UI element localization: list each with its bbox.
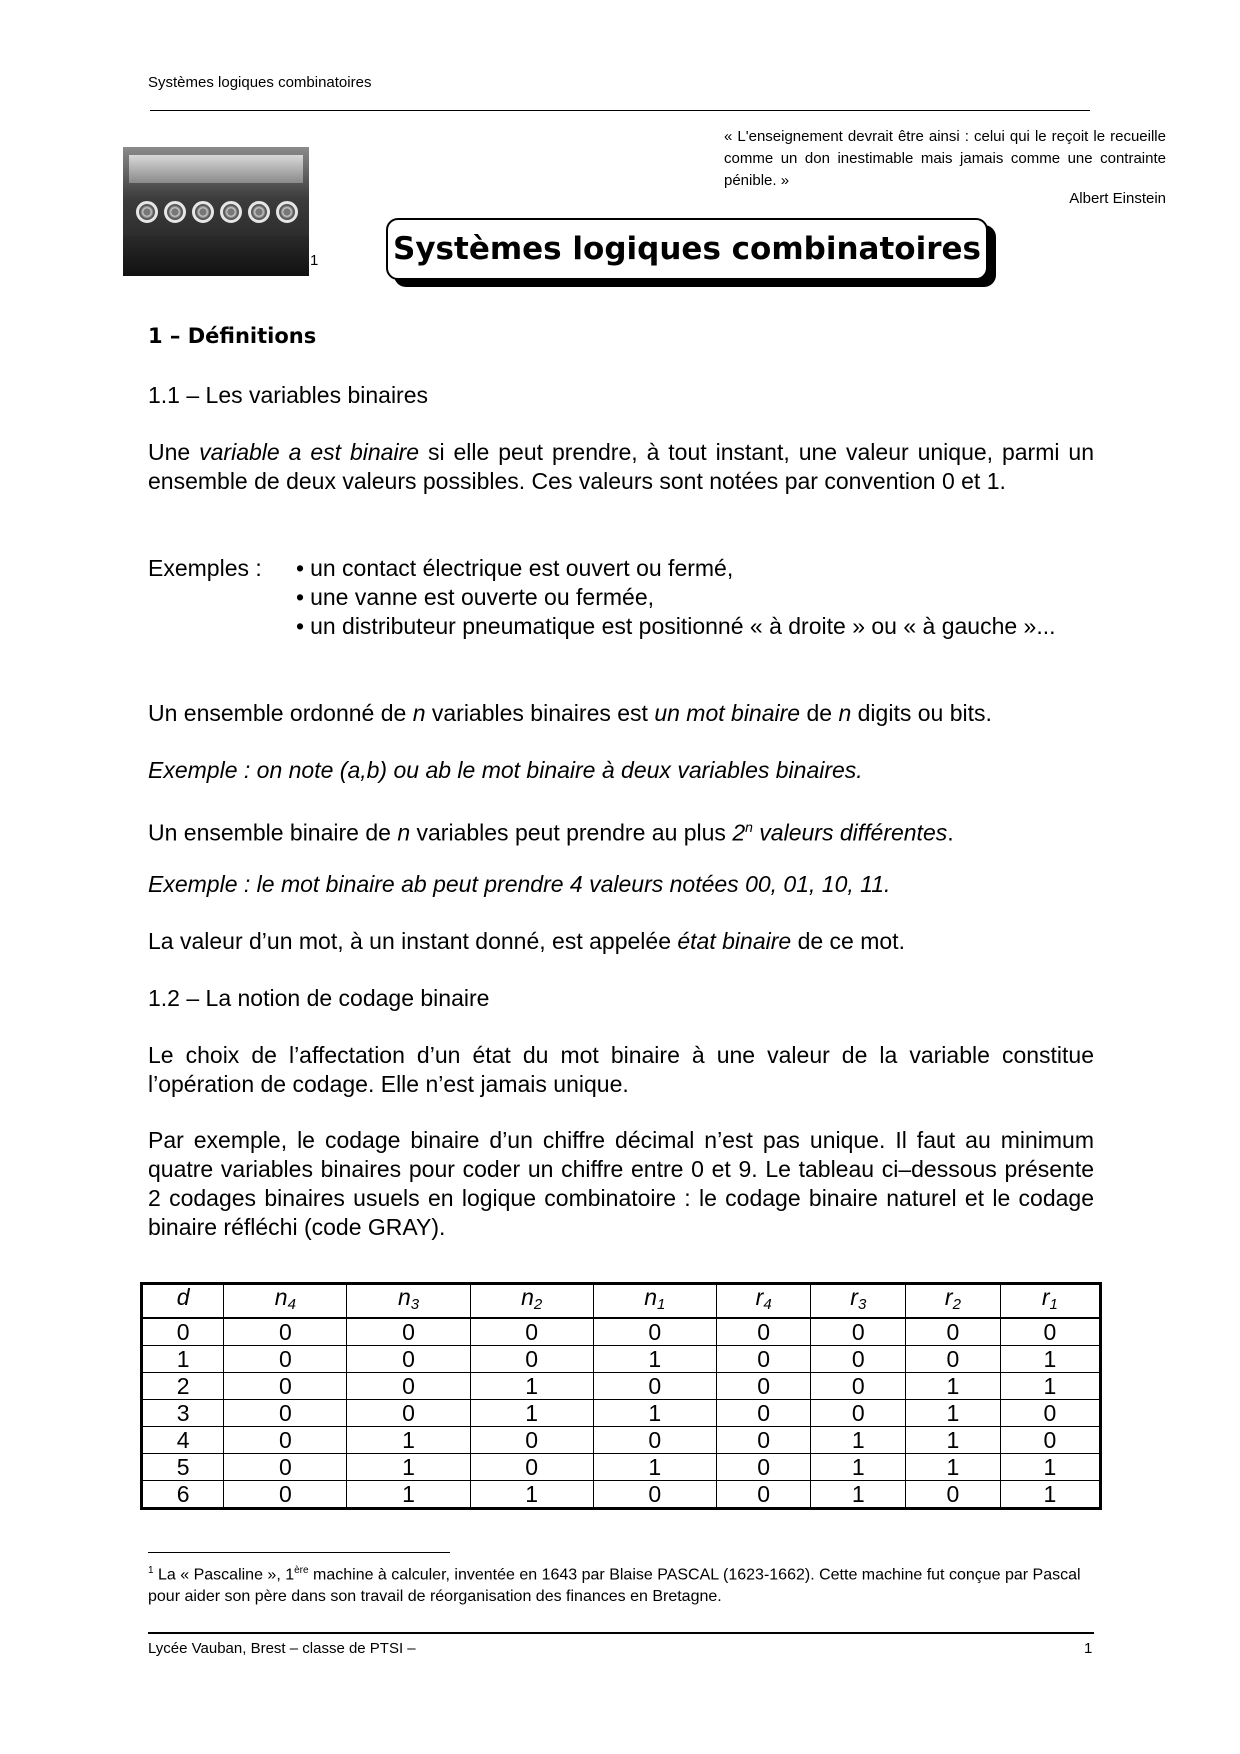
text: variables binaires est — [425, 700, 655, 726]
footnote-number: 1 — [148, 1565, 154, 1576]
table-cell: 1 — [1000, 1481, 1100, 1509]
emphasis: un mot binaire — [654, 700, 801, 726]
table-cell: 0 — [470, 1346, 593, 1373]
table-cell: 0 — [593, 1318, 716, 1346]
paragraph: Par exemple, le codage binaire d’un chiffre décimal n’est pas unique. Il faut au minimum quatre variables binaires pour coder un chiffre entre 0 et 9. Le tableau ci–dessous présente 2 codages binaires usuels en logique combinatoire : le codage binaire naturel et le codage binaire réfléchi (code GRAY). — [148, 1127, 1094, 1240]
footnote — [148, 1560, 1094, 1608]
table-cell: 0 — [906, 1481, 1001, 1509]
table-row — [142, 1427, 1101, 1454]
text: La valeur d’un mot, à un instant donné, est appelée — [148, 928, 678, 954]
table-cell: 1 — [593, 1454, 716, 1481]
header-base: r — [755, 1284, 764, 1310]
footer-rule — [148, 1632, 1094, 1634]
examples-label: Exemples : — [148, 555, 262, 581]
text: si elle peut prendre, à tout instant, une valeur unique, parmi un ensemble de deux valeurs possibles. Ces valeurs sont notées par convention 0 et 1. — [148, 439, 1095, 494]
table-cell: 0 — [347, 1400, 470, 1427]
table-header-row — [142, 1284, 1101, 1319]
table-cell: 1 — [593, 1400, 716, 1427]
header-sub: 1 — [657, 1296, 666, 1313]
table-cell: 1 — [470, 1481, 593, 1509]
table-cell: 0 — [1000, 1427, 1100, 1454]
bullet-icon: • — [296, 555, 305, 581]
header-base: n — [644, 1284, 658, 1310]
paragraph — [148, 438, 1094, 496]
table-cell: 4 — [142, 1427, 224, 1454]
epigraph-quote: « L'enseignement devrait être ainsi : celui qui le reçoit le recueille comme un don inestimable mais jamais comme une contrainte pénible. » — [724, 128, 1166, 189]
exponent: n — [745, 819, 753, 835]
header-sub: 4 — [287, 1296, 296, 1313]
list-item-text: une vanne est ouverte ou fermée, — [310, 584, 655, 610]
table-cell: 1 — [470, 1400, 593, 1427]
table-cell: 0 — [224, 1454, 347, 1481]
subsection-heading: 1.1 – Les variables binaires — [148, 382, 428, 408]
dial — [276, 201, 298, 223]
table-cell: 0 — [716, 1373, 811, 1400]
bullet-icon: • — [296, 613, 305, 639]
paragraph — [148, 927, 1094, 956]
header-sub: 2 — [533, 1296, 543, 1313]
title-box — [386, 218, 988, 280]
pascaline-image — [123, 147, 309, 276]
list-item — [296, 554, 1094, 583]
dial — [220, 201, 242, 223]
emphasis: n — [397, 819, 411, 846]
table-cell: 1 — [906, 1454, 1001, 1481]
table-cell: 0 — [347, 1346, 470, 1373]
table-cell: 0 — [811, 1400, 906, 1427]
table-cell: 0 — [470, 1427, 593, 1454]
page-number: 1 — [1084, 1640, 1093, 1657]
footnote-text: La « Pascaline », 1 — [153, 1566, 295, 1584]
figure-footnote-ref: 1 — [310, 252, 319, 269]
dial — [192, 201, 214, 223]
table-cell: 0 — [224, 1400, 347, 1427]
paragraph: Le choix de l’affectation d’un état du mot binaire à une valeur de la variable constitue l’opération de codage. Elle n’est jamais unique. — [148, 1042, 1094, 1097]
table-cell: 1 — [811, 1454, 906, 1481]
text: de — [800, 700, 839, 726]
table-row — [142, 1318, 1101, 1346]
column-header — [716, 1284, 811, 1319]
table-cell: 1 — [906, 1373, 1001, 1400]
table-cell: 0 — [811, 1346, 906, 1373]
table-cell: 1 — [347, 1481, 470, 1509]
header-base: r — [850, 1284, 858, 1310]
epigraph-author: Albert Einstein — [1069, 190, 1166, 207]
column-header — [1000, 1284, 1100, 1319]
subsection-heading: 1.2 – La notion de codage binaire — [148, 985, 490, 1011]
table-cell: 1 — [142, 1346, 224, 1373]
table-cell: 0 — [224, 1481, 347, 1509]
text: Un ensemble ordonné de — [148, 700, 413, 726]
bullet-icon: • — [296, 584, 305, 610]
table-cell: 5 — [142, 1454, 224, 1481]
column-header — [347, 1284, 470, 1319]
column-header — [811, 1284, 906, 1319]
section-heading: 1 – Définitions — [148, 324, 317, 348]
table-cell: 0 — [224, 1346, 347, 1373]
text: de ce mot. — [791, 928, 905, 954]
header-base: d — [176, 1284, 190, 1310]
table-row — [142, 1373, 1101, 1400]
column-header — [593, 1284, 716, 1319]
dial — [136, 201, 158, 223]
table-cell: 1 — [1000, 1454, 1100, 1481]
text: digits ou bits. — [851, 700, 992, 726]
table-cell: 0 — [224, 1318, 347, 1346]
table-cell: 1 — [906, 1400, 1001, 1427]
table-cell: 0 — [906, 1346, 1001, 1373]
table-cell: 2 — [142, 1373, 224, 1400]
list-item — [296, 612, 1094, 641]
text: Un ensemble binaire de — [148, 819, 398, 846]
text: variables peut prendre au plus — [410, 819, 733, 846]
table-cell: 1 — [1000, 1373, 1100, 1400]
emphasis: état binaire — [677, 928, 792, 954]
table-cell: 0 — [716, 1400, 811, 1427]
header-base: n — [521, 1284, 534, 1310]
text: . — [947, 819, 954, 846]
paragraph — [148, 699, 1094, 728]
table-cell: 0 — [347, 1373, 470, 1400]
header-base: r — [944, 1284, 953, 1310]
table-cell: 0 — [470, 1318, 593, 1346]
examples-list — [296, 554, 1094, 641]
table-cell: 0 — [224, 1427, 347, 1454]
table-cell: 0 — [716, 1427, 811, 1454]
header-base: n — [274, 1284, 288, 1310]
footnote-superscript: ère — [294, 1565, 309, 1576]
page-title: Systèmes logiques combinatoires — [393, 231, 981, 267]
header-base: n — [397, 1284, 411, 1310]
table-cell: 0 — [593, 1427, 716, 1454]
running-header: Systèmes logiques combinatoires — [148, 74, 372, 91]
column-header — [224, 1284, 347, 1319]
table-cell: 0 — [716, 1454, 811, 1481]
table-cell: 0 — [347, 1318, 470, 1346]
column-header — [142, 1284, 224, 1319]
table-cell: 1 — [811, 1427, 906, 1454]
table-cell: 1 — [906, 1427, 1001, 1454]
binary-codes-table — [140, 1282, 1102, 1510]
header-rule — [150, 110, 1090, 111]
pascaline-base — [123, 236, 309, 276]
table-row — [142, 1346, 1101, 1373]
table-cell: 0 — [811, 1318, 906, 1346]
table-cell: 0 — [1000, 1400, 1100, 1427]
table-cell: 0 — [593, 1481, 716, 1509]
table-cell: 0 — [811, 1373, 906, 1400]
table-cell: 0 — [224, 1373, 347, 1400]
list-item-text: un distributeur pneumatique est positionné « à droite » ou « à gauche »... — [310, 613, 1056, 639]
table-cell: 0 — [470, 1454, 593, 1481]
table-cell: 1 — [811, 1481, 906, 1509]
column-header — [470, 1284, 593, 1319]
header-base: r — [1041, 1284, 1050, 1310]
dial — [164, 201, 186, 223]
table-row — [142, 1400, 1101, 1427]
emphasis: valeurs différentes — [752, 819, 948, 846]
example-text: Exemple : le mot binaire ab peut prendre 4 valeurs notées 00, 01, 10, 11. — [148, 871, 891, 897]
table-cell: 1 — [593, 1346, 716, 1373]
footer-text: Lycée Vauban, Brest – classe de PTSI – — [148, 1640, 416, 1657]
table-cell: 1 — [347, 1454, 470, 1481]
emphasis: 2 — [732, 819, 746, 846]
table-cell: 0 — [1000, 1318, 1100, 1346]
header-sub: 3 — [410, 1296, 420, 1313]
table-cell: 0 — [593, 1373, 716, 1400]
footnote-text: machine à calculer, inventée en 1643 par Blaise PASCAL (1623-1662). Cette machine fut conçue par Pascal pour aider son père dans son travail de réorganisation des finances en Bretagne. — [148, 1566, 1081, 1606]
table-cell: 3 — [142, 1400, 224, 1427]
header-sub: 3 — [857, 1296, 867, 1313]
table-cell: 0 — [142, 1318, 224, 1346]
footnote-rule — [148, 1552, 450, 1553]
table-row — [142, 1454, 1101, 1481]
table-cell: 1 — [470, 1373, 593, 1400]
table-cell: 1 — [1000, 1346, 1100, 1373]
example-text: Exemple : on note (a,b) ou ab le mot binaire à deux variables binaires. — [148, 757, 863, 783]
table-cell: 0 — [716, 1318, 811, 1346]
pascaline-dials — [133, 197, 301, 227]
emphasis: n — [838, 700, 852, 726]
table-cell: 0 — [716, 1346, 811, 1373]
table-cell: 0 — [906, 1318, 1001, 1346]
dial — [248, 201, 270, 223]
table-cell: 6 — [142, 1481, 224, 1509]
pascaline-lid — [129, 155, 303, 183]
text: Une — [148, 439, 200, 465]
list-item-text: un contact électrique est ouvert ou fermé, — [310, 555, 734, 581]
emphasis: variable a est binaire — [199, 439, 420, 465]
header-sub: 1 — [1049, 1296, 1058, 1313]
paragraph — [148, 813, 1094, 848]
table-row — [142, 1481, 1101, 1509]
list-item — [296, 583, 1094, 612]
emphasis: n — [412, 700, 426, 726]
table-cell: 0 — [716, 1481, 811, 1509]
table-cell: 1 — [347, 1427, 470, 1454]
header-sub: 2 — [952, 1296, 961, 1313]
header-sub: 4 — [763, 1296, 772, 1313]
column-header — [906, 1284, 1001, 1319]
